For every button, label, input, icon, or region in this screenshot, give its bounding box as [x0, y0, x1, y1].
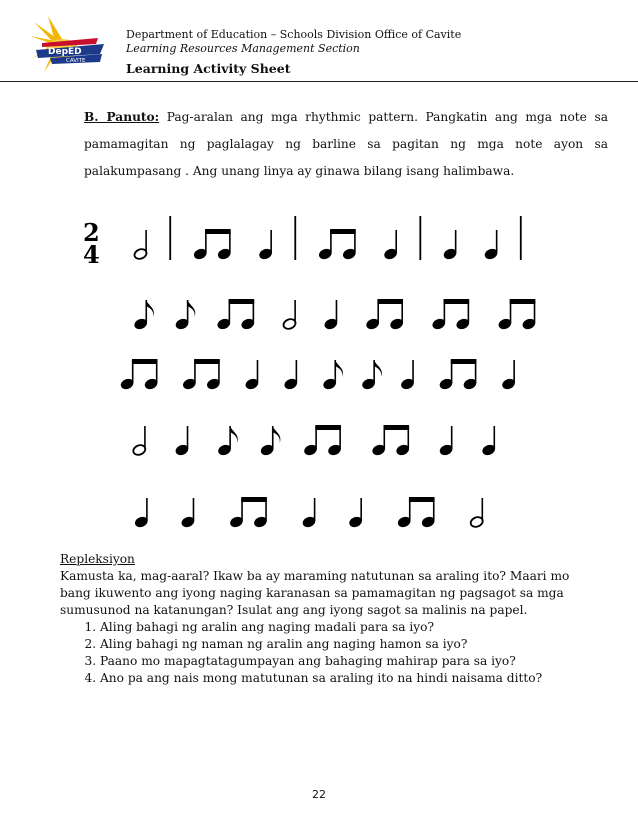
quarter-note	[400, 360, 415, 391]
half-note	[133, 230, 148, 261]
beamed-eighths-note	[365, 299, 404, 331]
reflection-question: 4. Ano pa ang nais mong matutunan sa araling ito na hindi naisama ditto?	[100, 670, 600, 687]
beamed-eighths-note	[397, 497, 436, 529]
reflection-question: 2. Aling bahagi ng naman ng aralin ang naging hamon sa iyo?	[100, 636, 600, 653]
beamed-eighths-note	[229, 497, 268, 529]
quarter-note	[323, 300, 338, 331]
beamed-eighths-note	[193, 229, 232, 261]
beamed-eighths-note	[303, 425, 342, 457]
document-header	[0, 0, 638, 82]
reflection-question: 3. Paano mo mapagtatagumpayan ang bahaging mahirap para sa iyo?	[100, 653, 600, 670]
beamed-eighths-note	[216, 299, 255, 331]
beamed-eighths-note	[439, 359, 478, 391]
reflection-question: 1. Aling bahagi ng aralin ang naging madali para sa iyo?	[100, 619, 600, 636]
reflection-section	[60, 551, 600, 687]
beamed-eighths-note	[431, 299, 470, 331]
quarter-note	[348, 498, 363, 529]
quarter-note	[501, 360, 516, 391]
quarter-note	[174, 426, 189, 457]
reflection-intro: Kamusta ka, mag-aaral? Ikaw ba ay maraming natutunan sa araling ito? Maari mo bang ikuwento ang iyong naging karanasan sa pamamagitan ng pagsagot sa mga sumusunod na katanungan? Isulat ang ang iyong sagot sa malinis na papel.	[60, 569, 570, 617]
half-note	[132, 426, 147, 457]
rhythmic-pattern-exercise	[0, 196, 638, 536]
eighth-note	[217, 426, 238, 457]
instructions-text: Pag-aralan ang mga rhythmic pattern. Pangkatin ang mga note sa pamamagitan ng paglalagay ng barline sa pagitan ng mga note ayon sa palakumpasang . Ang unang linya ay ginawa bilang isang halimbawa.	[84, 110, 608, 178]
header-department: Department of Education – Schools Division Office of Cavite	[126, 28, 462, 41]
beamed-eighths-note	[120, 359, 159, 391]
quarter-note	[383, 230, 398, 261]
header-section: Learning Resources Management Section	[126, 42, 360, 55]
eighth-note	[175, 300, 196, 331]
quarter-note	[244, 360, 259, 391]
deped-cavite-logo	[26, 14, 110, 76]
time-signature-bottom: 4	[83, 240, 100, 269]
quarter-note	[283, 360, 298, 391]
quarter-note	[258, 230, 273, 261]
quarter-note	[443, 230, 458, 261]
half-note	[282, 300, 297, 331]
page-number: 22	[312, 788, 326, 801]
quarter-note	[302, 498, 317, 529]
reflection-questions	[60, 619, 600, 687]
quarter-note	[180, 498, 195, 529]
beamed-eighths-note	[318, 229, 357, 261]
quarter-note	[439, 426, 454, 457]
eighth-note	[361, 360, 382, 391]
time-signature-top: 2	[83, 218, 100, 247]
beamed-eighths-note	[497, 299, 536, 331]
instructions-label: B. Panuto:	[84, 110, 160, 124]
eighth-note	[322, 360, 343, 391]
beamed-eighths-note	[182, 359, 221, 391]
header-divider	[0, 81, 638, 82]
quarter-note	[484, 230, 499, 261]
eighth-note	[260, 426, 281, 457]
quarter-note	[481, 426, 496, 457]
header-sheet-title: Learning Activity Sheet	[126, 61, 291, 76]
quarter-note	[134, 498, 149, 529]
rhythm-notes	[120, 216, 537, 529]
svg-text:CAVITE: CAVITE	[66, 58, 86, 64]
half-note	[469, 498, 484, 529]
svg-text:DepED: DepED	[48, 47, 82, 57]
eighth-note	[133, 300, 154, 331]
reflection-title: Repleksiyon	[60, 552, 135, 566]
instructions-paragraph	[84, 104, 608, 185]
beamed-eighths-note	[371, 425, 410, 457]
